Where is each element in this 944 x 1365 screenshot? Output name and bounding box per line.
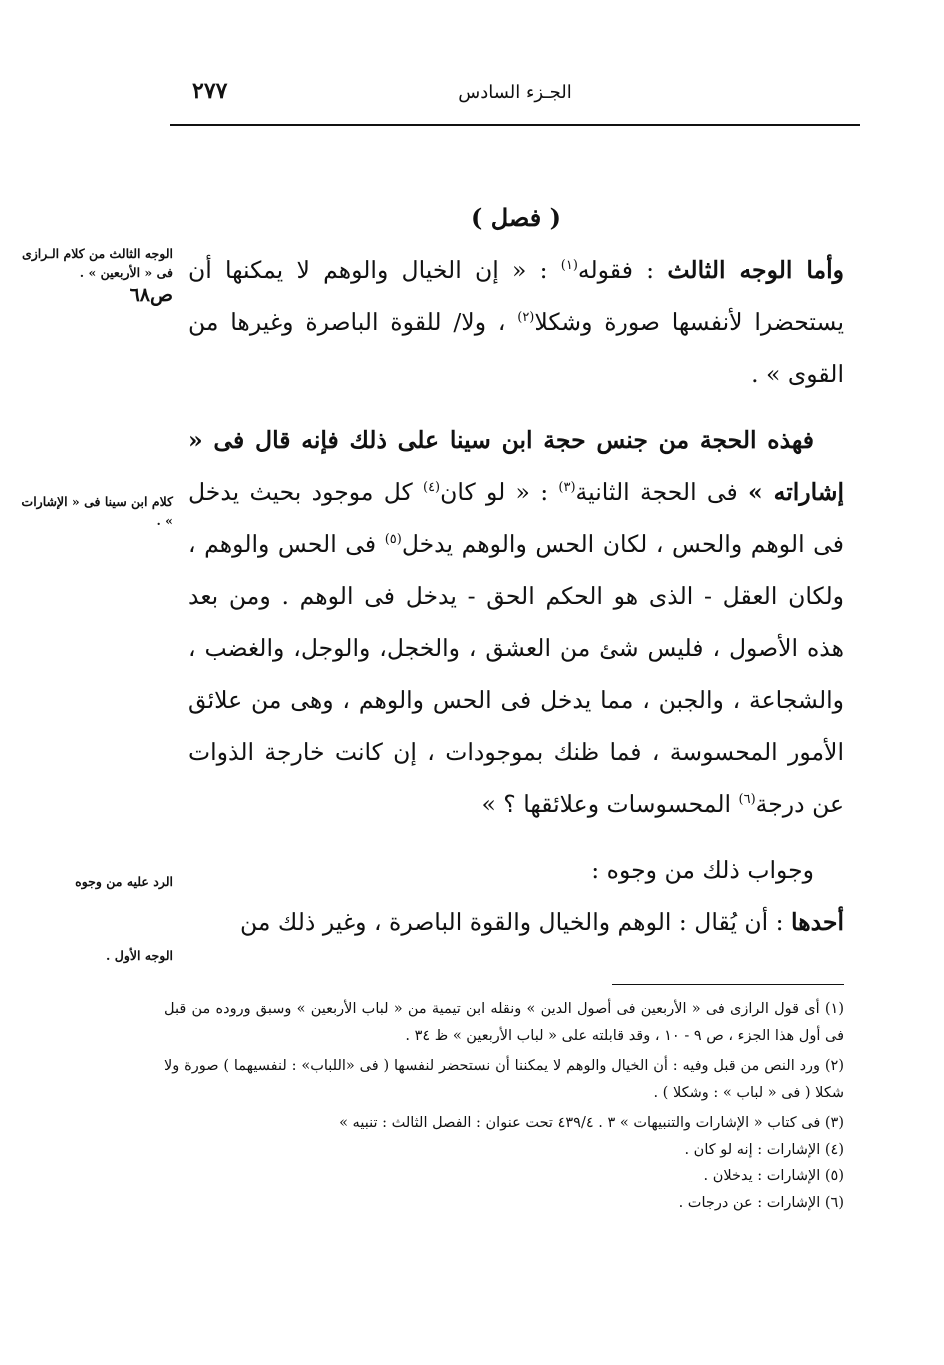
header-rule <box>170 124 860 126</box>
paragraph-text: فى الحس والوهم ، ولكان العقل - الذى هو الحكم الحق - يدخل فى الوهم . ومن بعد هذه الأصول ، فليس شئ من العشق ، والخجل، والوجل، والغضب ، والشجاعة ، والجبن ، مما يدخل فى الحس والوهم ، وهى من علائق الأمور المحسوسة ، فما ظنك بموجودات ، إن كانت خارجة الذوات عن درجة <box>188 530 844 818</box>
manuscript-page-ref: ص٦٨ <box>129 284 173 306</box>
footnote-separator <box>612 984 844 985</box>
paragraph-third-aspect <box>188 244 844 400</box>
paragraph-text: كل موجود بحيث يدخل فى الوهم والحس ، لكان الحس والوهم يدخل <box>188 478 844 558</box>
footnotes <box>164 996 844 1216</box>
margin-note-third-aspect <box>18 244 173 308</box>
running-title: الجـزء السادس <box>458 82 572 103</box>
paragraph-lead: أحدها <box>791 908 844 936</box>
paragraph-first-aspect <box>188 896 844 948</box>
paragraph-answer-intro: وجواب ذلك من وجوه : <box>591 856 814 884</box>
footnote-ref: (٢) <box>517 310 535 326</box>
paragraph-text: فى الحجة الثانية <box>575 478 748 506</box>
footnote-4: (٤) الإشارات : إنه لو كان . <box>684 1141 844 1158</box>
footnote-ref: (٦) <box>738 792 756 808</box>
footnote-ref: (٤) <box>422 480 441 496</box>
paragraph-text: : « لو كان <box>440 478 559 506</box>
paragraph-text: : أن يُقال : الوهم والخيال والقوة الباصرة ، وغير ذلك من <box>239 908 792 936</box>
margin-note-ibn-sina: كلام ابن سينا فى « الإشارات » . <box>21 494 173 528</box>
paragraph-ibn-sina <box>188 414 844 830</box>
page-header <box>170 70 860 126</box>
margin-note-reply: الرد عليه من وجوه <box>75 874 173 889</box>
margin-note-first-aspect: الوجه الأول . <box>106 948 173 963</box>
paragraph-text: : فقوله <box>577 256 668 284</box>
footnote-ref: (٥) <box>384 532 402 548</box>
paragraph-lead: فهذه الحجة من جنس حجة ابن سينا على ذلك فإنه قال فى « إشاراته » <box>188 426 845 506</box>
footnote-5: (٥) الإشارات : يدخلان . <box>703 1168 844 1184</box>
footnote-3: (٣) فى كتاب « الإشارات والتنبيهات » ٣ . ٤٣٩/٤ تحت عنوان : الفصل الثالث : تنبيه » <box>339 1115 844 1131</box>
paragraph-text: المحسوسات وعلائقها ؟ » <box>481 790 739 818</box>
footnote-1: (١) أى قول الرازى فى « الأربعين فى أصول الدين » ونقله ابن تيمية من « لباب الأربعين » وسبق وروده من قبل فى أول هذا الجزء ، ص ٩ - ١٠ ، وقد قابلته على « لباب الأربعين » ظ ٣٤ . <box>164 1001 844 1044</box>
paragraph-text: ، ولا/ للقوة الباصرة وغيرها من القوى » . <box>188 308 844 388</box>
footnote-ref: (١) <box>560 258 578 274</box>
footnote-6: (٦) الإشارات : عن درجات . <box>678 1194 844 1211</box>
paragraph-lead: وأما الوجه الثالث <box>667 256 844 284</box>
section-title: ( فصل ) <box>471 203 561 232</box>
footnote-ref: (٣) <box>558 480 576 496</box>
page-number: ٢٧٧ <box>192 78 228 104</box>
main-text <box>188 192 844 948</box>
paragraph-text: : « إن الخيال والوهم لا يمكنها أن يستحضرا لأنفسها صورة وشكلا <box>188 256 844 336</box>
margin-note-text: الوجه الثالث من كلام الـرازى فى « الأربعين » . <box>21 246 173 280</box>
footnote-2: (٢) ورد النص من قبل وفيه : أن الخيال والوهم لا يمكننا أن نستحضر لنفسها ( فى «اللباب» : لنفسيهما ) صورة ولا شكلا ( فى « لباب » : وشكلا ) . <box>164 1058 844 1101</box>
